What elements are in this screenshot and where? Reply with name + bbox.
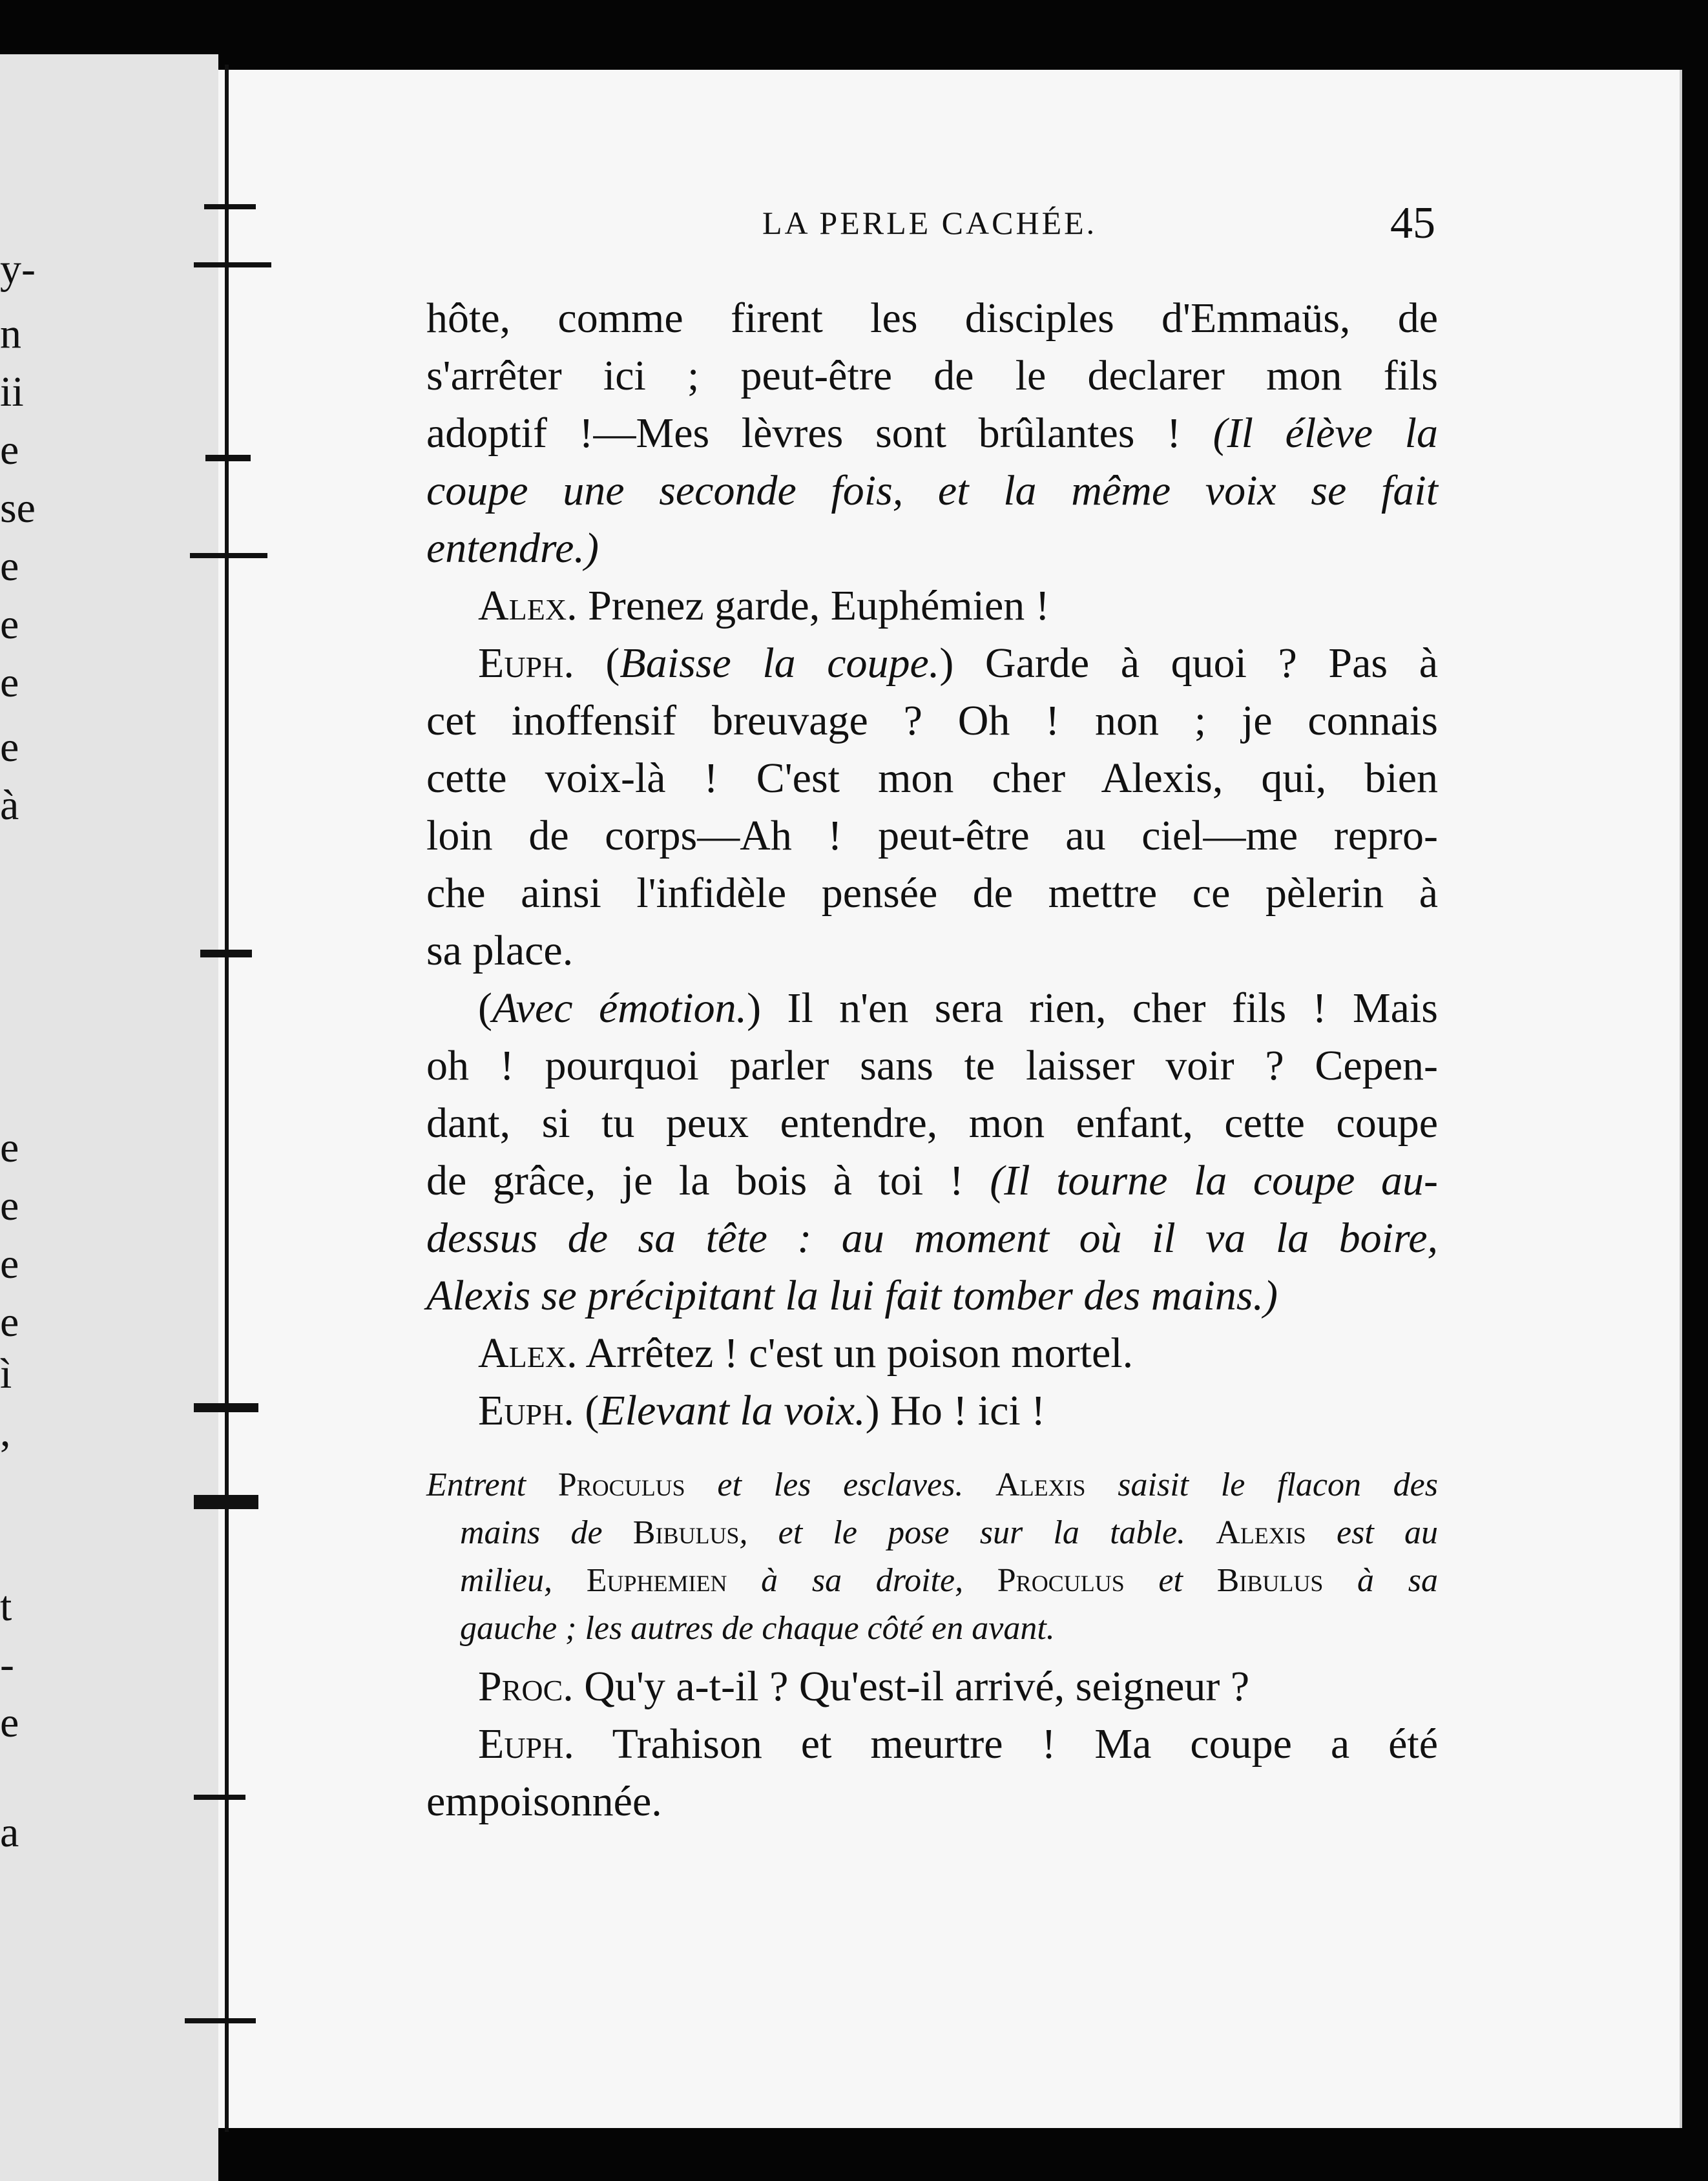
dialogue-text: Arrêtez ! c'est un poison mortel. [577,1330,1134,1377]
body-text-lower [426,1658,1438,1830]
text-run: à sa [1323,1562,1438,1599]
left-margin-char: e [0,659,19,706]
speaker-name: Euph. [478,1720,574,1768]
binding-stitch [194,1495,258,1509]
dialogue-line [426,634,1438,692]
stage-direction-inline: Baisse la coupe. [620,640,940,687]
text-run: Entrent [426,1466,558,1503]
character-name: Alexis [995,1466,1086,1503]
binding-stitch [190,553,267,558]
text-line: dant, si tu peux entendre, mon enfant, cette coupe [426,1100,1438,1147]
left-margin-char: t [0,1583,12,1630]
binding-stitch [200,950,252,957]
dialogue-line [426,577,1438,634]
character-name: Alexis [1216,1514,1306,1551]
dialogue-line [426,1324,1438,1382]
left-margin-char: n [0,310,21,357]
dialogue-line [426,1658,1438,1715]
text-run: ( [574,640,620,687]
text-line [426,404,1438,462]
left-margin-char: e [0,1299,19,1346]
stage-direction-inline: (Il élève la [1213,410,1438,457]
left-margin-char: se [0,485,36,532]
left-margin-char: ii [0,368,24,415]
text-run: ) Il n'en sera rien, cher fils ! Mais [747,985,1438,1032]
text-run: milieu, [460,1562,587,1599]
binding-stitch [194,1403,258,1412]
stage-direction-inline: Elevant la voix. [599,1387,866,1434]
text-line: cet inoffensif breuvage ? Oh ! non ; je connais [426,697,1438,744]
stage-line: gauche ; les autres de chaque côté en avant. [460,1610,1055,1647]
text-line: hôte, comme firent les disciples d'Emmaüs, de [426,295,1438,342]
character-name: Euphemien [586,1562,727,1599]
left-margin-char: à [0,782,19,829]
left-margin-char: - [0,1641,14,1688]
speaker-name: Euph. [478,640,574,687]
text-line: coupe une seconde fois, et la même voix se fait [426,467,1438,514]
left-margin-char: e [0,1124,19,1171]
left-margin-char: e [0,724,19,771]
speaker-name: Euph. [478,1387,574,1434]
text-run: ) Ho ! ici ! [865,1387,1046,1434]
text-line: cette voix-là ! C'est mon cher Alexis, qui, bien [426,755,1438,802]
binding-stitch [185,2018,256,2023]
text-run: adoptif !—Mes lèvres sont brûlantes ! [426,410,1213,457]
left-page-edge [0,54,218,2181]
text-line: entendre.) [426,525,599,572]
left-margin-char: e [0,426,19,474]
text-line: loin de corps—Ah ! peut-être au ciel—me repro- [426,812,1438,859]
text-run: saisit le flacon des [1085,1466,1439,1503]
dialogue-text: Qu'y a-t-il ? Qu'est-il arrivé, seigneur ? [573,1663,1250,1710]
text-line: s'arrêter ici ; peut-être de le declarer mon fils [426,352,1438,399]
text-run: ( [574,1387,599,1434]
character-name: Bibulus [1216,1562,1324,1599]
left-margin-char: , [0,1408,11,1456]
left-margin-char: a [0,1809,19,1856]
text-line: sa place. [426,927,574,974]
text-run: est au [1306,1514,1439,1551]
text-line: che ainsi l'infidèle pensée de mettre ce pèlerin à [426,870,1438,917]
stage-line [426,1557,1438,1605]
text-line: Alexis se précipitant la lui fait tomber des mains.) [426,1272,1278,1319]
text-line: dessus de sa tête : au moment où il va la boire, [426,1215,1438,1262]
left-margin-char: e [0,1182,19,1229]
left-margin-char: e [0,1240,19,1288]
binding-stitch [194,262,271,267]
dialogue-text: Prenez garde, Euphémien ! [577,582,1050,629]
text-line [426,1152,1438,1209]
text-run: mains de [460,1514,633,1551]
left-margin-char: e [0,1699,19,1746]
text-run: de grâce, je la bois à toi ! [426,1157,990,1204]
dialogue-line [426,1715,1438,1773]
speaker-name: Alex. [478,582,578,629]
left-margin-char: y- [0,245,36,293]
text-run: et les esclaves. [685,1466,996,1503]
binding-stitch [204,204,256,209]
text-line: oh ! pourquoi parler sans te laisser voir ? Cepen- [426,1042,1438,1089]
stage-line [426,1509,1438,1557]
stage-direction-inline: Avec émotion. [492,985,747,1032]
text-run: ) Garde à quoi ? Pas à [939,640,1438,687]
left-margin-char: e [0,543,19,590]
text-run: , et le pose sur la table. [739,1514,1216,1551]
text-run: à sa droite, [727,1562,997,1599]
binding-stitch [194,1795,245,1800]
speaker-name: Proc. [478,1663,574,1710]
body-text-upper [426,289,1438,1439]
left-margin-char: e [0,601,19,648]
left-margin-char: ì [0,1350,12,1397]
character-name: Proculus [997,1562,1125,1599]
dialogue-text: Trahison et meurtre ! Ma coupe a été [574,1720,1438,1768]
stage-direction-inline: (Il tourne la coupe au- [990,1157,1438,1204]
character-name: Proculus [557,1466,685,1503]
character-name: Bibulus [632,1514,740,1551]
binding-stitch [205,455,251,461]
text-run: ( [478,985,492,1032]
text-line: empoisonnée. [426,1778,662,1825]
speaker-name: Alex. [478,1330,578,1377]
stage-line [426,1461,1438,1509]
running-title: LA PERLE CACHÉE. [762,205,1098,241]
stage-direction-block [426,1461,1438,1653]
text-line [426,979,1438,1037]
dialogue-line [426,1382,1438,1439]
text-run: et [1124,1562,1217,1599]
page-number: 45 [1390,198,1435,248]
binding-spine [225,65,229,2132]
